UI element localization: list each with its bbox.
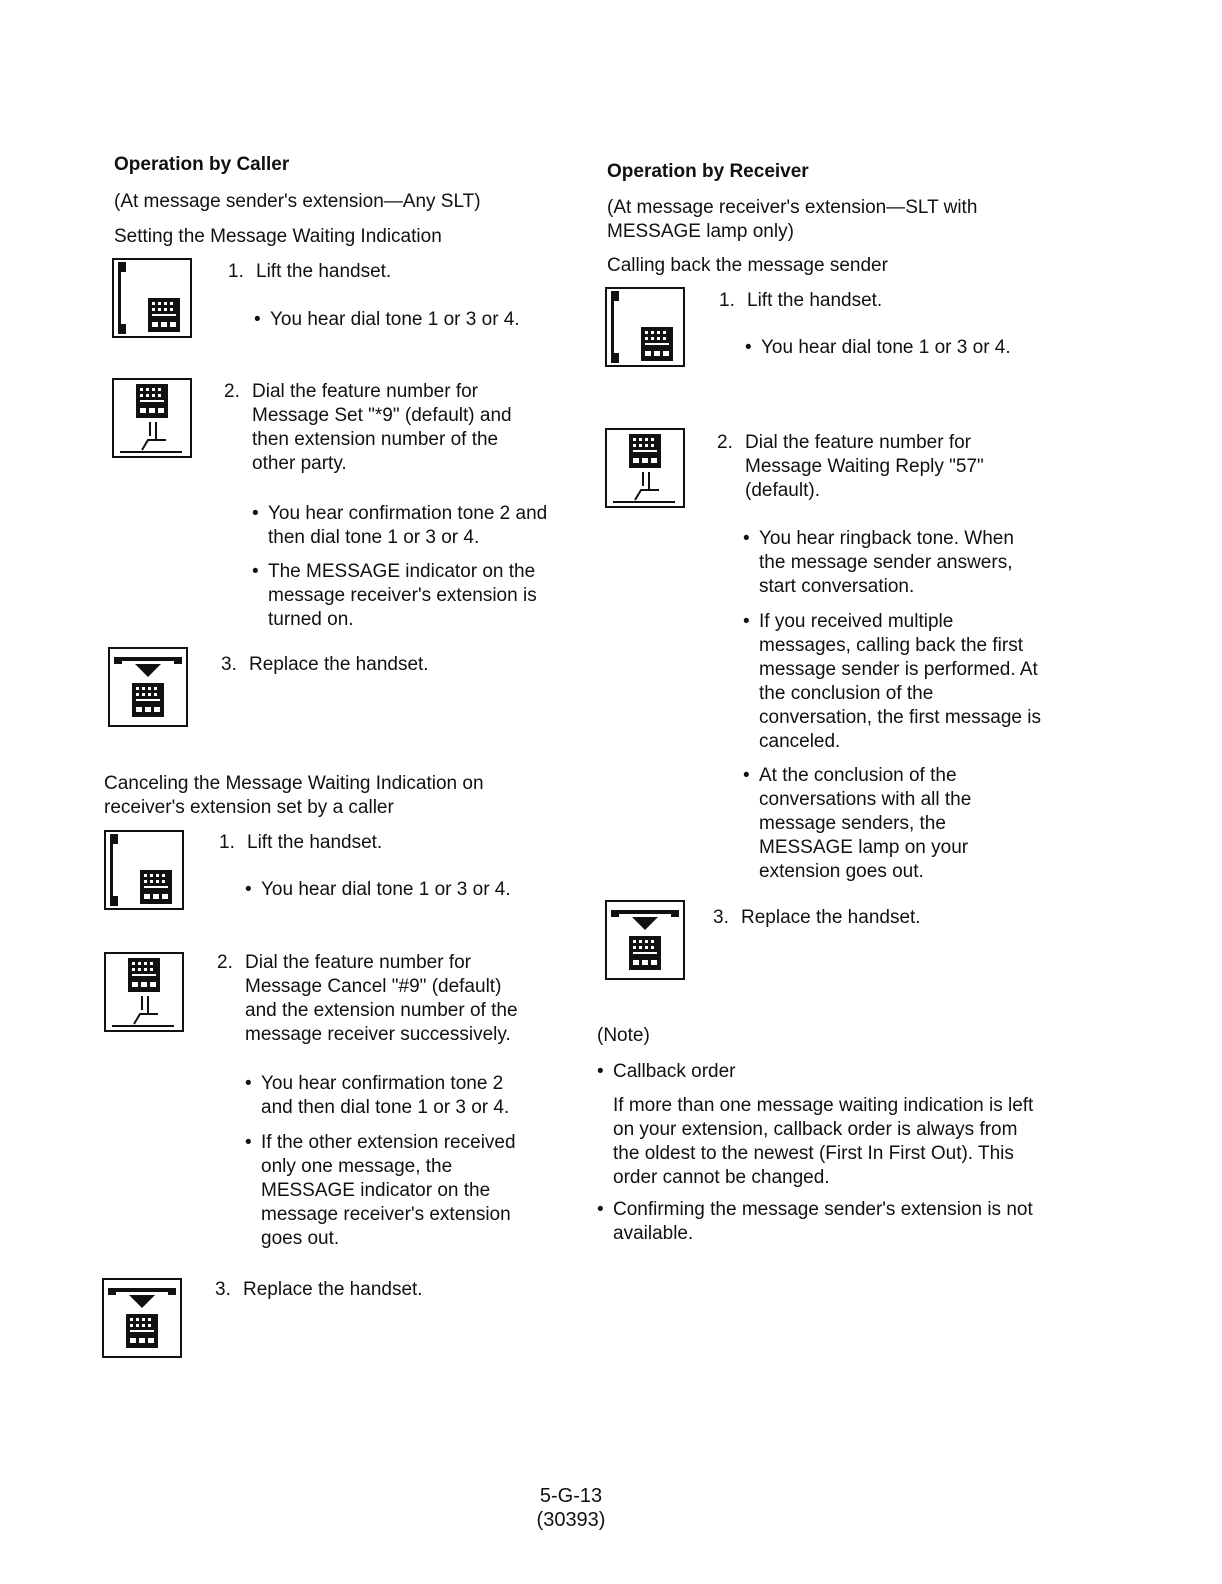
bullet-dot: •: [254, 309, 261, 330]
cancel-step-1-bullet-1: [245, 878, 545, 902]
note-item-1: [597, 1060, 1047, 1084]
step-number: 2.: [217, 952, 233, 973]
receiver-step-2: [717, 431, 1017, 503]
step-text: Dial the feature number for Message Cancel "#9" (default) and the extension number of the message receiver successively.: [245, 952, 518, 1045]
lift-handset-icon: [112, 258, 192, 338]
left-subtitle: (At message sender's extension—Any SLT): [114, 191, 481, 212]
replace-handset-icon: [605, 900, 685, 980]
step-text: Dial the feature number for Message Waiting Reply "57" (default).: [745, 432, 984, 501]
set-step-2-bullet-1: [252, 502, 552, 550]
dial-keypad-icon: [112, 378, 192, 458]
step-number: 3.: [215, 1279, 231, 1300]
cancel-section-title: Canceling the Message Waiting Indication on receiver's extension set by a caller: [104, 773, 484, 818]
cancel-step-2: [217, 951, 537, 1047]
bullet-text: You hear dial tone 1 or 3 or 4.: [270, 309, 520, 330]
bullet-text: At the conclusion of the conversations with all the message senders, the MESSAGE lamp on your extension goes out.: [759, 765, 972, 882]
cancel-step-1: [219, 831, 539, 855]
note-item-title: Callback order: [613, 1061, 736, 1082]
page-number: 5-G-13: [539, 1485, 603, 1507]
lift-handset-icon: [104, 830, 184, 910]
bullet-text: You hear confirmation tone 2 and then dial tone 1 or 3 or 4.: [268, 503, 548, 548]
set-step-2-bullet-2: [252, 560, 552, 632]
bullet-text: The MESSAGE indicator on the message receiver's extension is turned on.: [268, 561, 537, 630]
bullet-dot: •: [597, 1061, 604, 1082]
step-text: Dial the feature number for Message Set "*9" (default) and then extension number of the other party.: [252, 381, 512, 474]
step-text: Replace the handset.: [741, 907, 921, 928]
step-text: Lift the handset.: [256, 261, 392, 282]
bullet-text: If you received multiple messages, calling back the first message sender is performed. At the conclusion of the conversation, the first message is canceled.: [759, 611, 1041, 752]
document-code: (30393): [536, 1509, 606, 1531]
bullet-dot: •: [745, 337, 752, 358]
bullet-dot: •: [743, 611, 750, 632]
bullet-text: You hear dial tone 1 or 3 or 4.: [261, 879, 511, 900]
step-text: Replace the handset.: [243, 1279, 423, 1300]
set-step-1-bullet-1: [254, 308, 554, 332]
bullet-dot: •: [245, 1073, 252, 1094]
replace-handset-icon: [102, 1278, 182, 1358]
bullet-dot: •: [597, 1199, 604, 1220]
set-step-2: [224, 380, 544, 476]
dial-keypad-icon: [104, 952, 184, 1032]
step-text: Lift the handset.: [747, 290, 883, 311]
left-section-title: Setting the Message Waiting Indication: [114, 226, 442, 247]
note-item-title: Confirming the message sender's extension is not available.: [613, 1199, 1033, 1244]
receiver-step-1-bullet-1: [745, 336, 1045, 360]
bullet-dot: •: [743, 765, 750, 786]
step-number: 3.: [221, 654, 237, 675]
cancel-step-2-bullet-2: [245, 1131, 545, 1251]
dial-keypad-icon: [605, 428, 685, 508]
receiver-step-2-bullet-3: [743, 764, 1043, 884]
cancel-step-3: [215, 1278, 535, 1302]
step-text: Replace the handset.: [249, 654, 429, 675]
receiver-step-1: [719, 289, 1039, 313]
bullet-text: You hear dial tone 1 or 3 or 4.: [761, 337, 1011, 358]
step-number: 2.: [717, 432, 733, 453]
left-heading: Operation by Caller: [114, 154, 290, 175]
bullet-dot: •: [743, 528, 750, 549]
bullet-text: If the other extension received only one message, the MESSAGE indicator on the message receiver's extension goes out.: [261, 1132, 516, 1249]
right-heading: Operation by Receiver: [607, 161, 809, 182]
right-section-title: Calling back the message sender: [607, 255, 888, 276]
bullet-dot: •: [245, 879, 252, 900]
note-item-1-text: If more than one message waiting indication is left on your extension, callback order is always from the oldest to the newest (First In First Out). This order cannot be changed.: [613, 1095, 1034, 1188]
note-item-2: [597, 1198, 1037, 1246]
step-number: 3.: [713, 907, 729, 928]
receiver-step-3: [713, 906, 1033, 930]
receiver-step-2-bullet-1: [743, 527, 1043, 599]
step-number: 1.: [219, 832, 235, 853]
bullet-dot: •: [252, 503, 259, 524]
lift-handset-icon: [605, 287, 685, 367]
receiver-step-2-bullet-2: [743, 610, 1043, 754]
bullet-text: You hear ringback tone. When the message sender answers, start conversation.: [759, 528, 1014, 597]
bullet-dot: •: [245, 1132, 252, 1153]
bullet-text: You hear confirmation tone 2 and then dial tone 1 or 3 or 4.: [261, 1073, 510, 1118]
step-text: Lift the handset.: [247, 832, 383, 853]
step-number: 1.: [719, 290, 735, 311]
set-step-1: [228, 260, 558, 284]
step-number: 2.: [224, 381, 240, 402]
set-step-3: [221, 653, 541, 677]
step-number: 1.: [228, 261, 244, 282]
right-subtitle: (At message receiver's extension—SLT with MESSAGE lamp only): [607, 197, 978, 242]
replace-handset-icon: [108, 647, 188, 727]
cancel-step-2-bullet-1: [245, 1072, 535, 1120]
bullet-dot: •: [252, 561, 259, 582]
note-label: (Note): [597, 1025, 650, 1046]
